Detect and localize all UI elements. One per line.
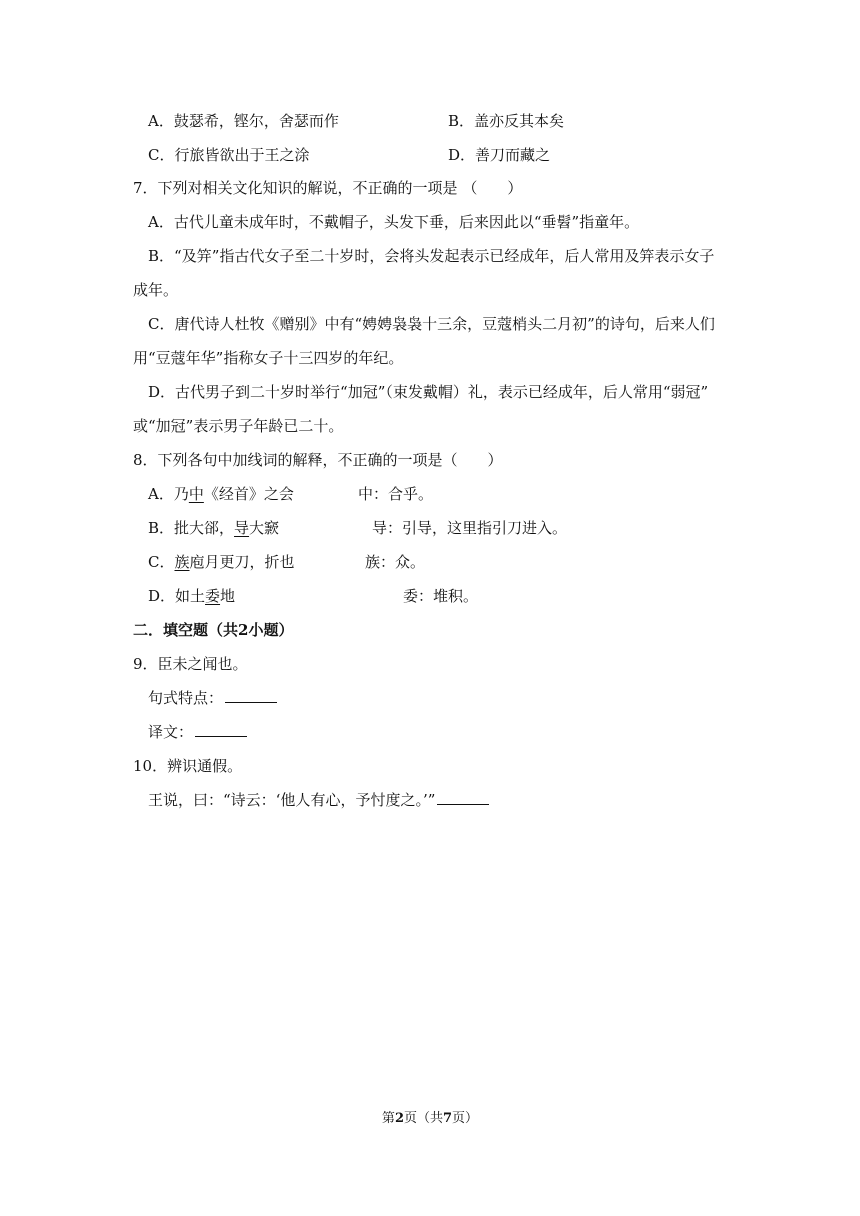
answer-blank[interactable]	[195, 722, 247, 737]
page-number: 2	[394, 1111, 404, 1126]
q7-option-a: A．古代儿童未成年时，不戴帽子，头发下垂，后来因此以“垂髫”指童年。	[148, 213, 640, 231]
underlined-word: 导	[234, 519, 250, 537]
q8-option-c: C．族庖月更刀，折也	[148, 553, 295, 571]
q6-option-d: D．善刀而藏之	[448, 146, 551, 164]
q7-option-c-line1: C．唐代诗人杜牧《赠别》中有“娉娉袅袅十三余，豆蔻梢头二月初”的诗句，后来人们	[148, 315, 715, 333]
q7-option-d-line2: 或“加冠”表示男子年龄已二十。	[133, 417, 344, 435]
q8-option-b: B．批大郤，导大窾	[148, 519, 280, 537]
q9-translation-line: 译文：	[148, 722, 247, 742]
q9-feature-line: 句式特点：	[148, 688, 277, 708]
q8-option-a-gloss: 中：合乎。	[358, 485, 434, 503]
underlined-word: 委	[205, 587, 221, 605]
section-heading: 二．填空题（共2小题）	[133, 621, 294, 639]
q6-option-b: B．盖亦反其本矣	[448, 112, 565, 130]
total-pages: 7	[443, 1111, 453, 1126]
q8-option-c-gloss: 族：众。	[365, 553, 426, 571]
answer-blank[interactable]	[225, 688, 277, 703]
answer-blank[interactable]	[437, 790, 489, 805]
q8-option-d: D．如土委地	[148, 587, 236, 605]
q10-text-line: 王说，曰：“诗云：‘他人有心，予忖度之。’”	[148, 790, 489, 810]
page-footer: 第2页（共7页）	[381, 1111, 479, 1126]
q7-option-b-line1: B．“及笄”指古代女子至二十岁时，会将头发起表示已经成年，后人常用及笄表示女子	[148, 247, 715, 265]
q7-option-b-line2: 成年。	[133, 281, 179, 299]
q8-option-a: A．乃中《经首》之会	[148, 485, 294, 503]
q8-option-d-gloss: 委：堆积。	[403, 587, 479, 605]
q9-stem: 9．臣未之闻也。	[133, 655, 248, 673]
underlined-word: 中	[188, 485, 204, 503]
q7-stem: 7．下列对相关文化知识的解说，不正确的一项是 （ ）	[133, 179, 523, 197]
q8-option-b-gloss: 导：引导，这里指引刀进入。	[372, 519, 568, 537]
underlined-word: 族	[174, 553, 190, 571]
q6-option-c: C．行旅皆欲出于王之涂	[148, 146, 310, 164]
q7-option-c-line2: 用“豆蔻年华”指称女子十三四岁的年纪。	[133, 349, 404, 367]
q6-option-a: A．鼓瑟希，铿尔，舍瑟而作	[148, 112, 339, 130]
q7-option-d-line1: D．古代男子到二十岁时举行“加冠”（束发戴帽）礼，表示已经成年，后人常用“弱冠”	[148, 383, 709, 401]
q8-stem: 8．下列各句中加线词的解释，不正确的一项是（ ）	[133, 451, 503, 469]
q10-stem: 10．辨识通假。	[133, 757, 243, 775]
